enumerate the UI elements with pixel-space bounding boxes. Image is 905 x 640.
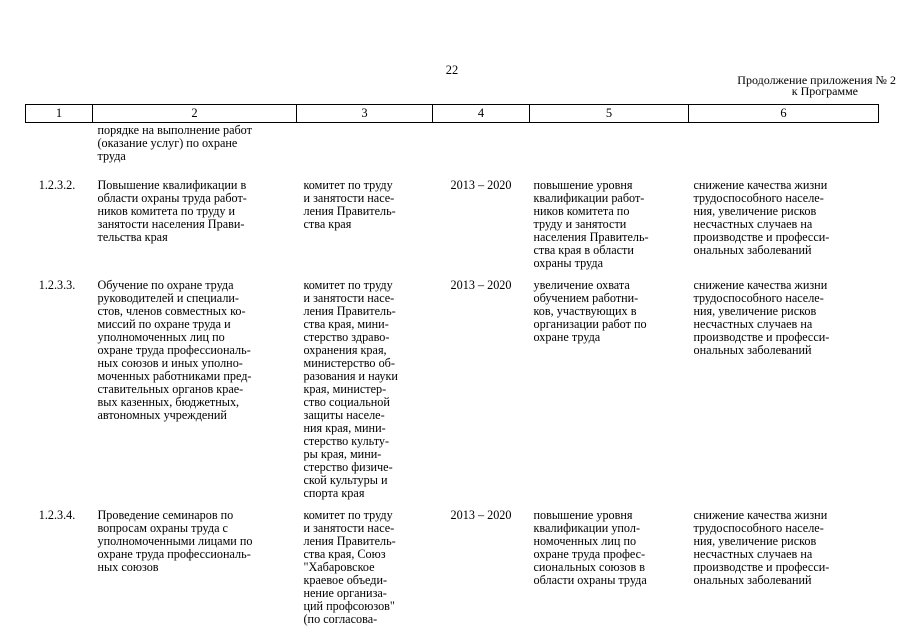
cell-number — [26, 123, 93, 164]
cell-measure-name: Повышение квалификации в области охраны труда работ- ников комитета по труду и занятости населения Прави- тельства края — [97, 178, 247, 244]
column-header-1: 1 — [26, 105, 93, 123]
column-header-4: 4 — [433, 105, 530, 123]
cell-period: 2013 – 2020 — [450, 508, 512, 522]
cell-consequence: снижение качества жизни трудоспособного населе- ния, увеличение рисков несчастных случаев на производстве и професси- ональных заболеваний — [693, 178, 830, 257]
table-row — [26, 163, 879, 270]
page-number: 22 — [445, 63, 459, 77]
cell-executor — [297, 123, 433, 164]
appendix-note-line1: Продолжение приложения № 2 — [737, 73, 896, 87]
cell-executor: комитет по труду и занятости насе- ления Правитель- ства края — [303, 178, 396, 231]
program-table — [25, 104, 879, 626]
cell-executor: комитет по труду и занятости насе- ления Правитель- ства края, мини- стерство здраво- охранения края, министерство об- разования и науки края, министер- ство социальной защиты населе- ния края, мини- стерство культу- ры края, мини- стерство физиче- ской культуры и спорта края — [303, 278, 398, 500]
cell-number: 1.2.3.3. — [38, 278, 76, 292]
cell-consequence — [689, 123, 879, 164]
table-row — [26, 123, 879, 164]
cell-expected-result: повышение уровня квалификации упол- номоченных лиц по охране труда профес- сиональных союзов в области охраны труда — [533, 508, 647, 587]
column-header-3: 3 — [297, 105, 433, 123]
cell-measure-name: Обучение по охране труда руководителей и специали- стов, членов совместных ко- миссий по охране труда и уполномоченных лиц по охране труда профессиональ- ных союзов и иных уполно- моченных работниками пред- ставительных органов крае- вых казенных, бюджетных, автономных учреждений — [97, 278, 252, 422]
cell-number: 1.2.3.2. — [38, 178, 76, 192]
cell-consequence: снижение качества жизни трудоспособного населе- ния, увеличение рисков несчастных случаев на производстве и професси- ональных заболеваний — [693, 278, 830, 357]
cell-period: 2013 – 2020 — [450, 278, 512, 292]
cell-consequence: снижение качества жизни трудоспособного населе- ния, увеличение рисков несчастных случаев на производстве и професси- ональных заболеваний — [693, 508, 830, 587]
cell-executor: комитет по труду и занятости насе- ления Правитель- ства края, Союз "Хабаровское краевое объеди- нение организа- ций профсоюзов" (по согласова- — [303, 508, 396, 626]
cell-expected-result: увеличение охвата обучением работни- ков, участвующих в организации работ по охране труда — [533, 278, 647, 344]
cell-measure-name: Проведение семинаров по вопросам охраны труда с уполномоченными лицами по охране труда профессиональ- ных союзов — [97, 508, 253, 574]
cell-expected-result: повышение уровня квалификации работ- ников комитета по труду и занятости населения Правитель- ства края в области охраны труда — [533, 178, 649, 270]
appendix-note-line2: к Программе — [791, 84, 858, 98]
cell-measure-name: порядке на выполнение работ (оказание услуг) по охране труда — [97, 123, 252, 163]
cell-period — [433, 123, 530, 164]
cell-number: 1.2.3.4. — [38, 508, 76, 522]
table-row — [26, 500, 879, 626]
appendix-note — [670, 75, 896, 97]
table-row — [26, 270, 879, 500]
column-header-2: 2 — [93, 105, 297, 123]
cell-period: 2013 – 2020 — [450, 178, 512, 192]
cell-expected-result — [530, 123, 689, 164]
column-header-6: 6 — [689, 105, 879, 123]
table-header-row — [26, 105, 879, 123]
column-header-5: 5 — [530, 105, 689, 123]
